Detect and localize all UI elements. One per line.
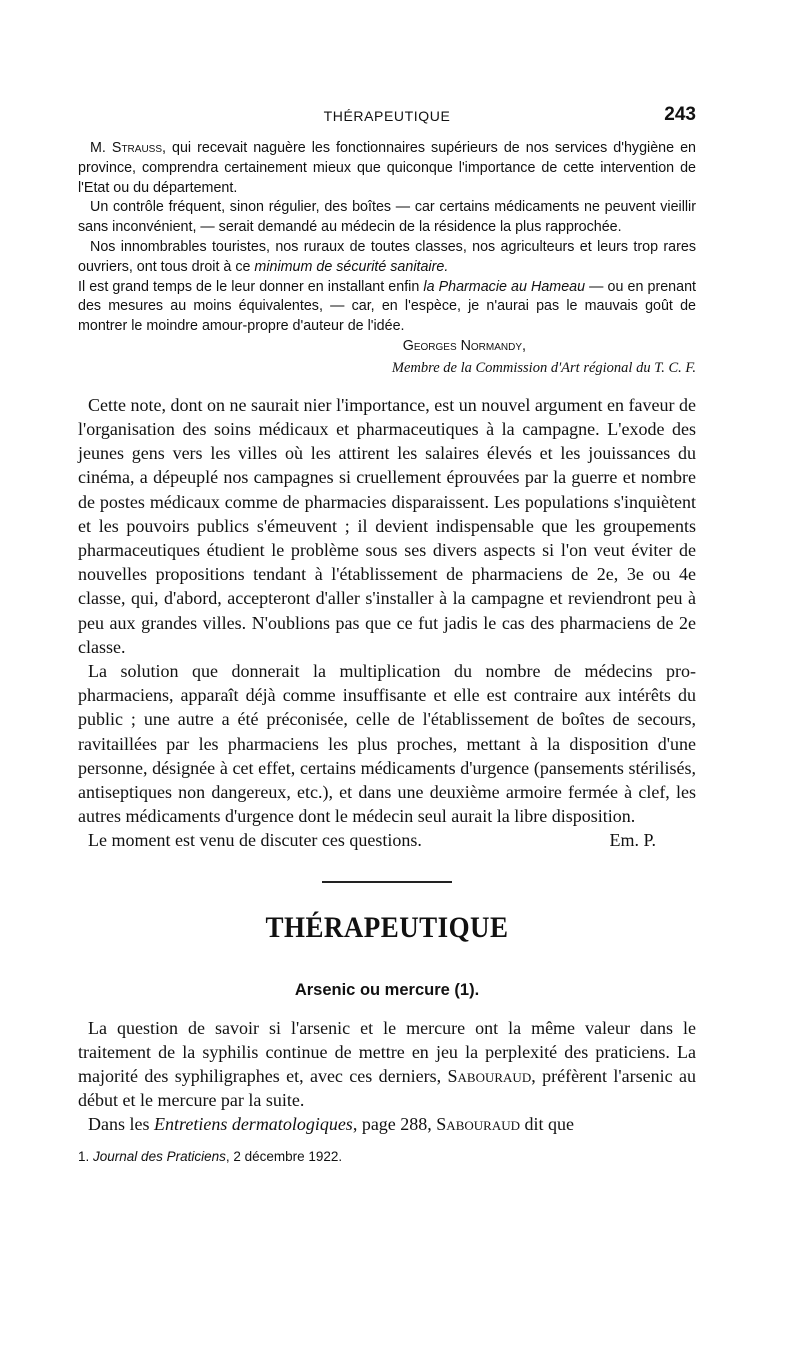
body-paragraph-2: La solution que donnerait la multiplication du nombre de médecins pro-pharmaciens, apparaît déjà comme insuffisante et elle est contraire aux intérêts du public ; une autre a été préconisée, celle de l'établissement de boîtes de secours, ravitaillées par les pharmaciens les plus proches, mettant à la disposition d'une personne, désignée à cet effet, certains médicaments d'urgence (pansements stérilisés, antiseptiques non dangereux, etc.), et dans une deuxième armoire fermée à clef, les autres médicaments d'urgence dont le médecin seul aurait la libre disposition. [78, 661, 696, 827]
body-paragraph-1: Cette note, dont on ne saurait nier l'importance, est un nouvel argument en faveur de l'organisation des soins médicaux et pharmaceutiques à la campagne. L'exode des jeunes gens vers les villes où les attirent les salaires élevés et les jouissances du cinéma, a dépeuplé nos campagnes si cruellement éprouvées par la guerre et nombre de postes médicaux comme de pharmacies disparaissent. Les populations s'inquiètent et les pouvoirs publics s'émeuvent ; il devient indispensable que les groupements pharmaceutiques étudient le problème sous ses divers aspects si l'on veut éviter de nouvelles propositions tendant à l'établissement de pharmaciens de 2e, 3e ou 4e classe, qui, d'abord, accepteront d'aller s'installer à la campagne et reviendront peu à peu aux grandes villes. N'oublions pas que ce fut jadis le cas des pharmaciens de 2e classe. [78, 394, 696, 657]
person-name: M. Strauss [90, 140, 163, 156]
letter-paragraph-3: Nos innombrables touristes, nos ruraux de toutes classes, nos agriculteurs et leurs trop rares ouvriers, ont tous droit à ce minimum de sécurité sanitaire. [78, 238, 696, 275]
article-body [78, 1016, 696, 1137]
section-title: THÉRAPEUTIQUE [265, 910, 509, 944]
quoted-letter [78, 139, 696, 378]
letter-paragraph-1: M. Strauss, qui recevait naguère les fonctionnaires supérieurs de nos services d'hygiène en province, comprendra certainement mieux que quiconque l'importance de cette intervention de l'Etat ou du département. [78, 140, 696, 196]
letter-paragraph-4: Il est grand temps de le leur donner en installant enfin la Pharmacie au Hameau — ou en prenant des mesures au moins équivalentes, — car, en l'espèce, je n'aurai pas le mauvais goût de montrer le moindre amour-propre d'auteur de l'idée. [78, 278, 696, 335]
signature-role: Membre de la Commission d'Art régional du T. C. F. [391, 359, 696, 376]
running-title: THÉRAPEUTIQUE [323, 108, 451, 124]
closing-line [78, 828, 696, 852]
signature: Georges Normandy, [402, 337, 526, 354]
article-title: Arsenic ou mercure (1). [294, 980, 480, 999]
author-initials: Em. P. [609, 830, 656, 851]
signature-row [78, 337, 696, 357]
page [78, 100, 696, 1164]
article-paragraph-2: Dans les Entretiens dermatologiques, page 288, Sabouraud dit que [88, 1114, 574, 1135]
article-paragraph-1: La question de savoir si l'arsenic et le mercure ont la même valeur dans le traitement de la syphilis continue de mettre en jeu la perplexité des praticiens. La majorité des syphiligraphes et, avec ces derniers, Sabouraud, préfèrent l'arsenic au début et le mercure par la suite. [78, 1017, 697, 1111]
footnote-ref: (1). [454, 980, 480, 999]
header-rule [78, 130, 696, 131]
running-head [78, 100, 696, 130]
footnote: 1. Journal des Praticiens, 2 décembre 1922. [78, 1148, 343, 1164]
commentary [78, 393, 696, 853]
section-divider [322, 881, 452, 883]
body-paragraph-3: Le moment est venu de discuter ces questions. [88, 830, 422, 851]
page-number: 243 [664, 104, 696, 125]
letter-paragraph-2: Un contrôle fréquent, sinon régulier, des boîtes — car certains médicaments ne peuvent vieillir sans inconvénient, — serait demandé au médecin de la résidence la plus rapprochée. [78, 199, 696, 236]
